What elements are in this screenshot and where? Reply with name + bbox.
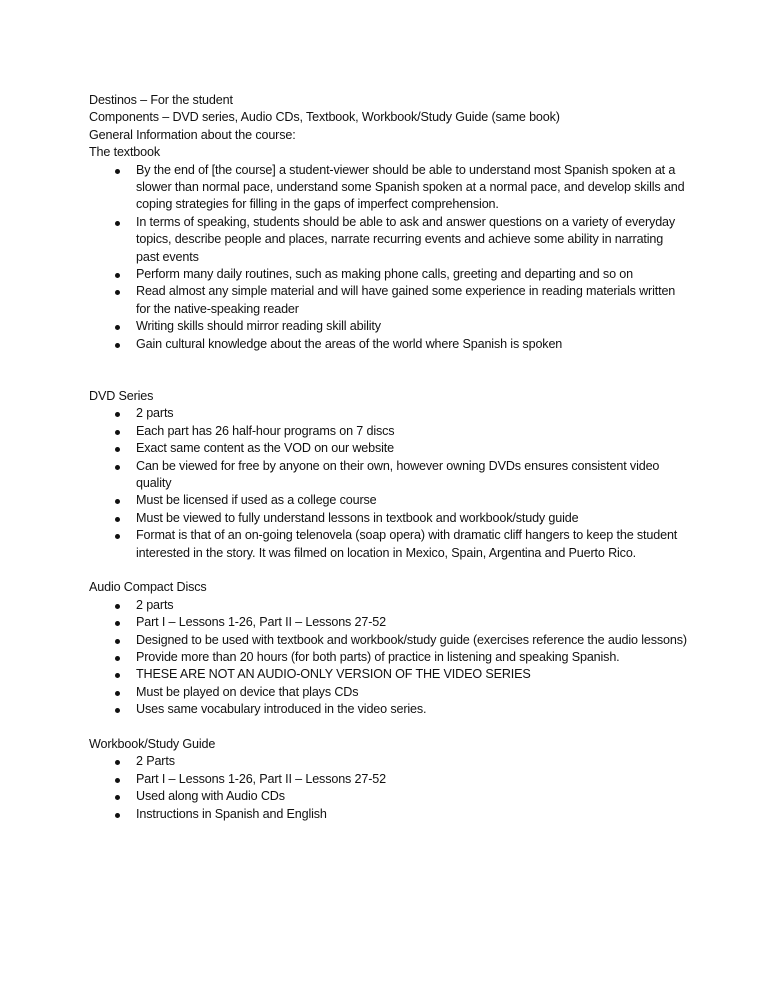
bullet-icon [115,708,120,713]
section-heading: The textbook [89,145,161,160]
list-item: Part I – Lessons 1-26, Part II – Lessons 27-52 [89,771,689,788]
list-item: Instructions in Spanish and English [89,806,689,823]
bullet-icon [115,604,120,609]
bullet-list [89,405,689,562]
bullet-icon [115,412,120,417]
section-heading: Audio Compact Discs [89,580,207,595]
list-item: Provide more than 20 hours (for both parts) of practice in listening and speaking Spanish. [89,649,689,666]
list-item: Exact same content as the VOD on our website [89,440,689,457]
spacer [89,562,689,579]
list-item: Read almost any simple material and will have gained some experience in reading materials written for the native-speaking reader [89,283,689,318]
bullet-icon [115,760,120,765]
bullet-icon [115,795,120,800]
list-item: THESE ARE NOT AN AUDIO-ONLY VERSION OF THE VIDEO SERIES [89,666,689,683]
list-item: By the end of [the course] a student-viewer should be able to understand most Spanish spoken at a slower than normal pace, understand some Spanish spoken at a normal pace, and develop skills and coping strategies for filling in the gaps of imperfect comprehension. [89,162,689,214]
bullet-icon [115,273,120,278]
spacer [89,719,689,736]
bullet-icon [115,169,120,174]
bullet-icon [115,673,120,678]
bullet-icon [115,290,120,295]
list-item: In terms of speaking, students should be able to ask and answer questions on a variety of everyday topics, describe people and places, narrate recurring events and achieve some ability in narrating past events [89,214,689,266]
bullet-icon [115,325,120,330]
section-heading: DVD Series [89,388,154,403]
bullet-icon [115,778,120,783]
list-item: Uses same vocabulary introduced in the video series. [89,701,689,718]
list-item: Must be viewed to fully understand lessons in textbook and workbook/study guide [89,510,689,527]
bullet-list [89,753,689,823]
bullet-icon [115,447,120,452]
bullet-list [89,597,689,719]
list-item: Gain cultural knowledge about the areas of the world where Spanish is spoken [89,336,689,353]
list-item: Must be played on device that plays CDs [89,684,689,701]
bullet-icon [115,639,120,644]
section-workbook [89,736,689,823]
bullet-icon [115,430,120,435]
list-item: Each part has 26 half-hour programs on 7 discs [89,423,689,440]
list-item: Format is that of an on-going telenovela (soap opera) with dramatic cliff hangers to keep the student interested in the story. It was filmed on location in Mexico, Spain, Argentina and Puerto Rico. [89,527,689,562]
list-item: Used along with Audio CDs [89,788,689,805]
document-body [89,92,689,823]
list-item: Must be licensed if used as a college course [89,492,689,509]
section-textbook [89,144,689,353]
bullet-icon [115,534,120,539]
list-item: Perform many daily routines, such as making phone calls, greeting and departing and so on [89,266,689,283]
bullet-icon [115,343,120,348]
list-item: Designed to be used with textbook and workbook/study guide (exercises reference the audio lessons) [89,632,689,649]
components-line: Components – DVD series, Audio CDs, Textbook, Workbook/Study Guide (same book) [89,110,560,125]
bullet-icon [115,465,120,470]
spacer [89,353,689,388]
list-item: Part I – Lessons 1-26, Part II – Lessons 27-52 [89,614,689,631]
bullet-icon [115,499,120,504]
list-item: 2 parts [89,597,689,614]
list-item: Writing skills should mirror reading skill ability [89,318,689,335]
bullet-icon [115,813,120,818]
section-heading: Workbook/Study Guide [89,736,216,751]
bullet-icon [115,517,120,522]
bullet-icon [115,221,120,226]
list-item: Can be viewed for free by anyone on their own, however owning DVDs ensures consistent video quality [89,458,689,493]
section-dvd-series [89,388,689,562]
section-audio-cds [89,579,689,718]
bullet-icon [115,621,120,626]
bullet-icon [115,656,120,661]
bullet-icon [115,691,120,696]
document-title: Destinos – For the student [89,93,233,107]
list-item: 2 parts [89,405,689,422]
list-item: 2 Parts [89,753,689,770]
bullet-list [89,162,689,353]
general-info-heading: General Information about the course: [89,127,296,142]
